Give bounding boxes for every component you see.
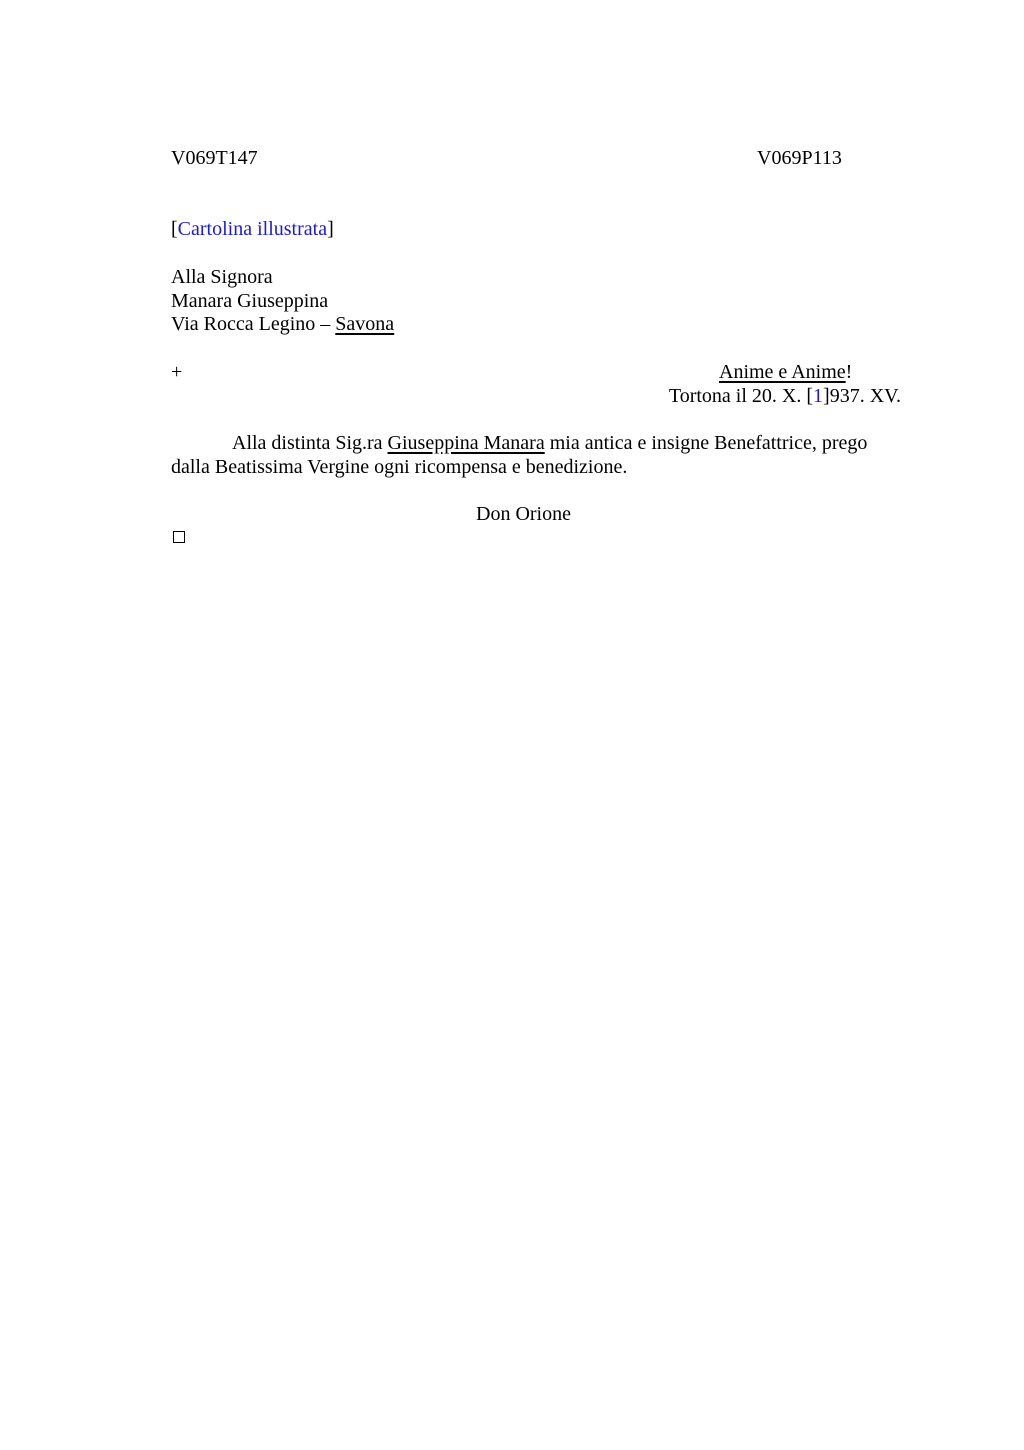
motto-punct: ! [845, 361, 853, 383]
bracket-close: ] [327, 218, 334, 240]
address-street: Via Rocca Legino – [171, 313, 336, 335]
body-text-after: mia antica e insigne Benefattrice, prego dalla Beatissima Vergine ogni ricompensa e benedizione. [171, 432, 868, 478]
address-line-2: Manara Giuseppina [171, 290, 329, 312]
date-prefix: Tortona il 20. X. [ [668, 385, 814, 407]
body-name: Giuseppina Manara [387, 432, 545, 454]
address-line-1: Alla Signora [171, 266, 273, 288]
end-box-icon [173, 531, 185, 543]
editorial-note [171, 217, 334, 241]
body-paragraph [171, 431, 901, 479]
date-suffix: ]937. XV. [823, 385, 901, 407]
document-code-right: V069P113 [757, 147, 842, 169]
date-insert: 1 [813, 385, 824, 407]
document-code-left: V069T147 [171, 147, 258, 169]
editorial-note-text: Cartolina illustrata [177, 218, 328, 240]
motto [719, 360, 852, 384]
address-line-3 [171, 312, 394, 336]
cross-symbol: + [171, 361, 183, 383]
bracket-open: [ [171, 218, 178, 240]
motto-text: Anime e Anime [719, 361, 846, 383]
date-line [669, 384, 901, 408]
body-text-before: Alla distinta Sig.ra [232, 432, 388, 454]
signature: Don Orione [476, 503, 571, 525]
address-city: Savona [335, 313, 395, 335]
